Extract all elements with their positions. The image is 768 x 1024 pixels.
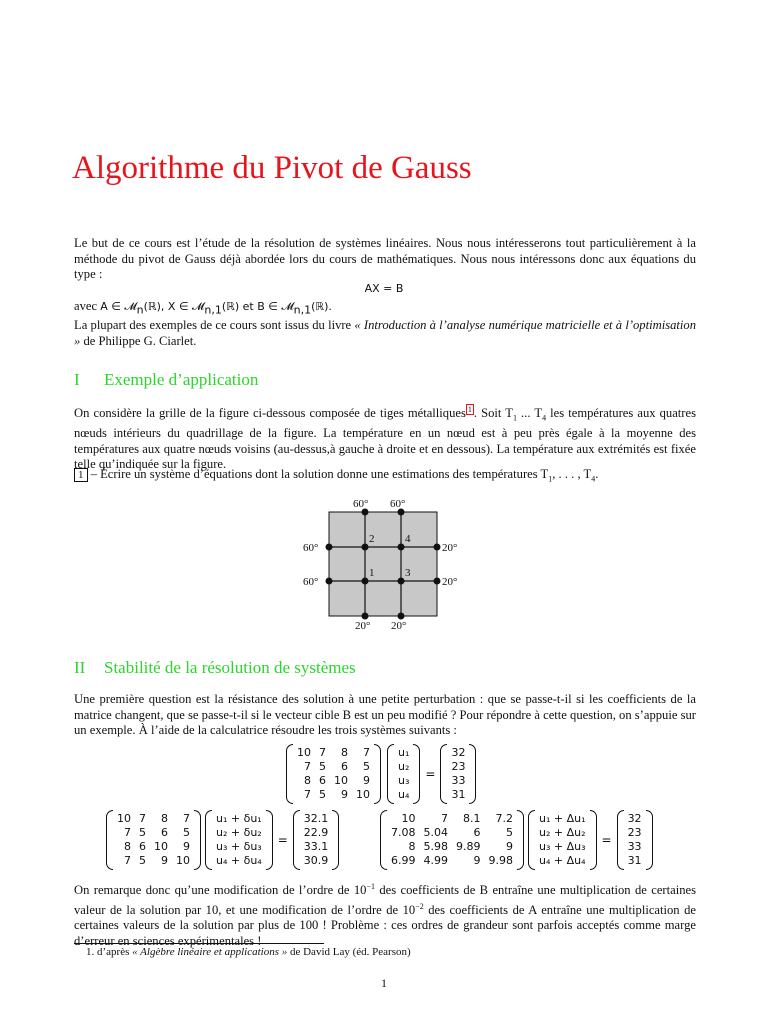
node-bottom-left (362, 613, 369, 620)
s2-exp2: −2 (415, 901, 424, 911)
equation-ax-b: AX = B (364, 282, 404, 295)
target-cell: 33.1 (303, 840, 329, 853)
unknown-cell: u₂ + Δu₂ (539, 826, 586, 839)
matrix-cell: 6 (473, 826, 481, 839)
target-cell: 23 (627, 826, 642, 839)
bracket-right (469, 744, 476, 804)
label-top-right: 60° (390, 498, 406, 510)
vector-b (300, 812, 333, 868)
target-row (624, 812, 646, 826)
unknown-row (394, 774, 413, 788)
q-sub2: 4 (591, 474, 596, 484)
matrix-cell: 6 (341, 760, 348, 773)
matrix-cell: 7 (363, 746, 370, 759)
matrix-cell: 10 (334, 774, 348, 787)
s1-text-a: On considère la grille de la figure ci-dessous composée de tiges métalliques (74, 406, 466, 421)
node-left-top (326, 544, 333, 551)
bracket-right (517, 810, 524, 870)
matrix-row (293, 746, 374, 760)
matrix-row (293, 760, 374, 774)
matrix-cell: 7 (124, 854, 131, 867)
matrix-row (293, 788, 374, 802)
vector-u (212, 812, 266, 868)
s2-p2-a: On remarque donc qu’une modification de l’ordre de 10 (74, 883, 367, 898)
matrix-cell: 5 (363, 760, 370, 773)
label-left-bottom: 60° (303, 576, 319, 588)
matrix-cell: 7 (124, 826, 131, 839)
bracket-left (106, 810, 113, 870)
matrix-cell: 8 (161, 812, 168, 825)
matrix-a (293, 746, 374, 802)
q-text-a: – Écrire un système d’équations dont la solution donne une estimations des températures T (87, 467, 549, 481)
matrix-row (113, 840, 194, 854)
section-2-title: Stabilité de la résolution de systèmes (104, 658, 356, 677)
target-row (447, 760, 469, 774)
unknown-cell: u₃ + δu₃ (216, 840, 262, 853)
matrix-cell: 7 (183, 812, 190, 825)
label-right-bottom: 20° (442, 576, 458, 588)
vector-b (624, 812, 646, 868)
target-row (624, 826, 646, 840)
label-right-top: 20° (442, 542, 458, 554)
target-cell: 33 (451, 774, 466, 787)
matrix-row (113, 826, 194, 840)
unknown-cell: u₂ + δu₂ (216, 826, 262, 839)
matrix-cell: 9 (363, 774, 370, 787)
node-label-4: 4 (405, 533, 411, 545)
section-1-paragraph (74, 404, 696, 473)
target-row (300, 854, 333, 868)
matrix-cell: 7 (304, 760, 311, 773)
matrix-cell: 9 (341, 788, 348, 801)
avec-r2: (ℝ) et B ∈ 𝓜 (221, 300, 294, 313)
bracket-right (413, 744, 420, 804)
s2-p2-b: des coefficients de B entraîne une multiplication de certaines valeur de la solution par 10, et une modification de l’ordre de 10 (74, 883, 697, 917)
target-cell: 33 (627, 840, 642, 853)
node-label-3: 3 (405, 567, 411, 579)
grid-figure (290, 490, 480, 636)
matrix-cell: 8.1 (463, 812, 481, 825)
matrix-cell: 10 (356, 788, 370, 801)
unknown-row (394, 788, 413, 802)
unknown-cell: u₂ (398, 760, 410, 773)
target-cell: 31 (627, 854, 642, 867)
unknown-row (535, 840, 590, 854)
intro-p2-end: de Philippe G. Ciarlet. (80, 333, 197, 348)
unknown-row (535, 854, 590, 868)
matrix-cell: 7 (441, 812, 448, 825)
avec-prefix: avec (74, 299, 98, 313)
label-bottom-left: 20° (355, 620, 371, 632)
unknown-cell: u₄ (398, 788, 410, 801)
matrix-cell: 6 (139, 840, 146, 853)
s2-text: Une première question est la résistance des solution à une petite perturbation : que se passe-t-il si les coefficients de la matrice changent, que se passe-t-il si le vecteur cible B est un peu modifié ? Pour répondre à cette question, on s’appuie sur un exemple. À l’aide de la calculatrice résoudre les trois systèmes suivants : (74, 692, 696, 737)
unknown-row (394, 760, 413, 774)
node-1 (362, 578, 369, 585)
avec-x-sub: n,1 (204, 303, 222, 317)
matrix-cell: 10 (154, 840, 168, 853)
bracket-right (194, 810, 201, 870)
bracket-right (590, 810, 597, 870)
unknown-row (394, 746, 413, 760)
matrix-cell: 7 (319, 746, 326, 759)
unknown-row (212, 826, 266, 840)
s2-p2-c: des coefficients de A entraîne une multiplication de certaines valeurs de la solution par plus de 100 ! Problème : ces ordres de grandeur sont parfois acceptés comme marge d’erreur en sciences expérimentales ! (74, 902, 697, 948)
bracket-left (286, 744, 293, 804)
section-1-number: I (74, 370, 80, 389)
vector-u (394, 746, 413, 802)
vector-b (447, 746, 469, 802)
unknown-cell: u₄ + δu₄ (216, 854, 262, 867)
footnote-separator (74, 943, 324, 944)
target-cell: 31 (451, 788, 466, 801)
bracket-left (440, 744, 447, 804)
section-2-number: II (74, 658, 86, 677)
unknown-cell: u₁ + δu₁ (216, 812, 262, 825)
q-text-c: . (595, 467, 599, 481)
label-bottom-right: 20° (391, 620, 407, 632)
target-cell: 32 (627, 812, 642, 825)
matrix-cell: 9 (183, 840, 190, 853)
matrix-cell: 5 (506, 826, 513, 839)
unknown-cell: u₁ + Δu₁ (539, 812, 586, 825)
s1-sub1: 1 (512, 413, 517, 423)
question-number-box: 1 (74, 468, 88, 482)
target-row (447, 774, 469, 788)
bracket-right (266, 810, 273, 870)
bracket-left (205, 810, 212, 870)
matrix-row (387, 840, 517, 854)
avec-line (74, 299, 696, 318)
bracket-right (332, 810, 339, 870)
footnote (86, 946, 411, 958)
bracket-left (380, 810, 387, 870)
intro-paragraph (74, 236, 696, 283)
unknown-cell: u₃ (398, 774, 410, 787)
matrix-row (387, 854, 517, 868)
section-1-heading (74, 370, 258, 390)
matrix-a (387, 812, 517, 868)
node-2 (362, 544, 369, 551)
footnote-book: « Algèbre linéaire et applications » (132, 946, 288, 958)
matrix-cell: 7.2 (495, 812, 513, 825)
unknown-row (212, 812, 266, 826)
q-sub1: 1 (548, 474, 553, 484)
matrix-cell: 6 (319, 774, 326, 787)
node-right-bottom (434, 578, 441, 585)
target-row (300, 812, 333, 826)
matrix-row (387, 812, 517, 826)
avec-a: A ∈ 𝓜 (100, 300, 137, 313)
page-number: 1 (381, 976, 387, 990)
footnote-prefix: 1. d’après (86, 946, 133, 958)
label-top-left: 60° (353, 498, 369, 510)
section-1-title: Exemple d’application (104, 370, 259, 389)
matrix-cell: 8 (408, 840, 416, 853)
equals-sign: = (277, 833, 288, 847)
section-2-conclusion (74, 879, 696, 949)
s2-exp1: −1 (366, 882, 375, 891)
matrix-row (387, 826, 517, 840)
matrix-cell: 5 (183, 826, 190, 839)
matrix-row (113, 812, 194, 826)
matrix-cell: 4.99 (423, 854, 448, 867)
intro-text: Le but de ce cours est l’étude de la résolution de systèmes linéaires. Nous nous intéresserons tout particulièrement à la méthode du pivot de Gauss déjà abordée lors du cours de mathématiques. Nous nous intéressons donc aux équations du type : (74, 236, 696, 281)
matrix-cell: 5 (139, 826, 146, 839)
target-row (624, 840, 646, 854)
unknown-cell: u₃ + Δu₃ (539, 840, 586, 853)
target-cell: 32 (451, 746, 466, 759)
section-2-heading (74, 658, 356, 678)
system-1 (286, 744, 476, 809)
node-left-bottom (326, 578, 333, 585)
matrix-cell: 9 (506, 840, 513, 853)
label-left-top: 60° (303, 542, 319, 554)
footnote-suffix: de David Lay (éd. Pearson) (287, 946, 411, 958)
node-bottom-right (398, 613, 405, 620)
avec-r3: (ℝ). (311, 300, 332, 313)
system-2 (106, 810, 339, 875)
bracket-right (374, 744, 381, 804)
unknown-row (212, 854, 266, 868)
intro-p2-start: La plupart des exemples de ce cours sont issus du livre (74, 318, 355, 332)
matrix-cell: 10 (401, 812, 416, 825)
matrix-row (293, 774, 374, 788)
node-4 (398, 544, 405, 551)
bracket-left (387, 744, 394, 804)
node-label-1: 1 (369, 567, 375, 579)
s1-text-d: les températures aux quatres nœuds intérieurs du quadrillage de la figure. La température en un nœud est à peu près égale à la moyenne des températures aux quatre nœuds voisins (au-dessus,à gauche à droite et en dessous). La température aux extrémités est fixée telle qu’indiquée sur la figure. (74, 406, 696, 472)
target-row (300, 826, 333, 840)
bracket-left (293, 810, 300, 870)
matrix-cell: 8 (124, 840, 131, 853)
vector-u (535, 812, 590, 868)
equals-sign: = (425, 767, 436, 781)
target-row (447, 746, 469, 760)
question-1 (74, 467, 696, 487)
target-cell: 23 (451, 760, 466, 773)
avec-b-sub: n,1 (293, 303, 312, 317)
target-row (447, 788, 469, 802)
matrix-cell: 7 (304, 788, 311, 801)
target-row (624, 854, 646, 868)
avec-r1: (ℝ), X ∈ 𝓜 (143, 300, 205, 313)
matrix-cell: 5.98 (423, 840, 448, 853)
unknown-cell: u₁ (398, 746, 410, 759)
target-cell: 30.9 (303, 854, 329, 867)
bracket-left (617, 810, 624, 870)
q-text-b: , . . . , T (552, 467, 592, 481)
matrix-cell: 7 (139, 812, 146, 825)
intro-paragraph-2 (74, 318, 696, 349)
equals-sign: = (601, 833, 612, 847)
matrix-cell: 7.08 (391, 826, 416, 839)
page-title: Algorithme du Pivot de Gauss (72, 150, 472, 186)
unknown-row (535, 826, 590, 840)
node-3 (398, 578, 405, 585)
section-2-paragraph (74, 692, 696, 739)
matrix-cell: 9 (161, 854, 168, 867)
matrix-cell: 6.99 (391, 854, 416, 867)
unknown-cell: u₄ + Δu₄ (539, 854, 586, 867)
node-label-2: 2 (369, 533, 375, 545)
target-row (300, 840, 333, 854)
s1-text-c: ... T (516, 406, 543, 421)
target-cell: 22.9 (303, 826, 329, 839)
matrix-cell: 5 (319, 760, 326, 773)
matrix-cell: 5.04 (423, 826, 448, 839)
matrix-cell: 6 (161, 826, 168, 839)
s1-sub2: 4 (542, 413, 547, 423)
matrix-cell: 9.98 (488, 854, 513, 867)
matrix-cell: 8 (341, 746, 348, 759)
matrix-a (113, 812, 194, 868)
bracket-left (528, 810, 535, 870)
matrix-cell: 10 (117, 812, 131, 825)
intro-book-title: « Introduction à l’analyse numérique matricielle et à l’optimisation » (74, 318, 696, 348)
matrix-cell: 9.89 (456, 840, 481, 853)
system-3 (380, 810, 653, 875)
target-cell: 32.1 (303, 812, 329, 825)
unknown-row (535, 812, 590, 826)
matrix-row (113, 854, 194, 868)
avec-a-sub: n (136, 303, 144, 317)
matrix-cell: 5 (319, 788, 326, 801)
footnote-ref-link[interactable]: 1 (467, 405, 472, 414)
matrix-cell: 9 (473, 854, 481, 867)
matrix-cell: 8 (304, 774, 311, 787)
matrix-cell: 10 (297, 746, 311, 759)
matrix-cell: 5 (139, 854, 146, 867)
bracket-right (646, 810, 653, 870)
unknown-row (212, 840, 266, 854)
matrix-cell: 10 (176, 854, 190, 867)
grid-plate (329, 512, 437, 616)
s1-text-b: . Soit T (473, 406, 513, 421)
node-right-top (434, 544, 441, 551)
